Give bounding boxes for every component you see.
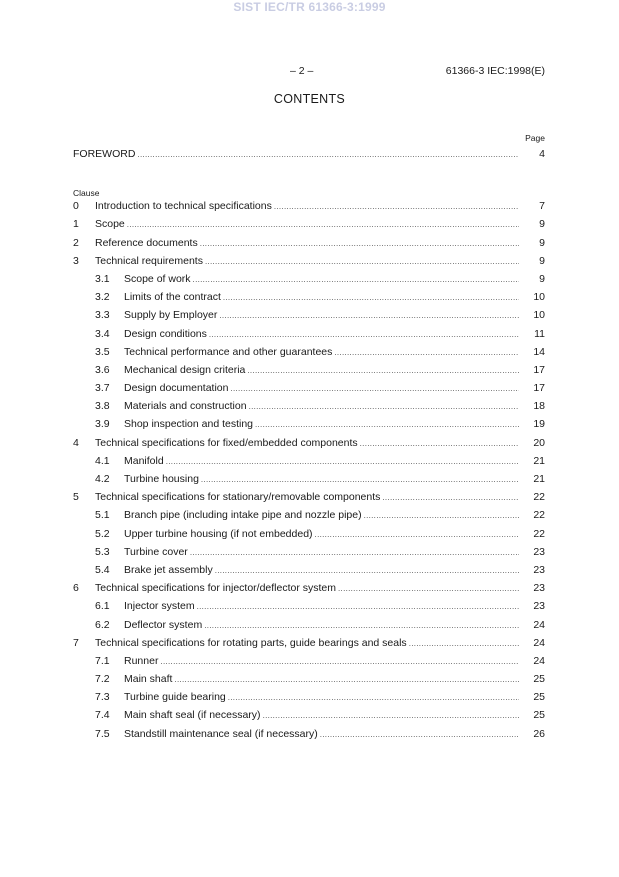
toc-entry-number: 4: [73, 436, 79, 449]
toc-entry-number: 5.4: [95, 563, 110, 576]
dot-leader: [215, 566, 519, 575]
toc-entry-title: Technical performance and other guarantees: [124, 345, 333, 358]
toc-entry-title: Runner: [124, 654, 159, 667]
dot-leader: [315, 530, 519, 539]
toc-entry-page: 21: [533, 454, 545, 467]
dot-leader: [320, 730, 519, 739]
toc-entry-page: 22: [533, 491, 545, 504]
toc-entry[interactable]: [73, 218, 545, 236]
toc-entry-number: 3.6: [95, 363, 110, 376]
toc-entry-page: 25: [533, 691, 545, 704]
toc-entry-number: 4.1: [95, 454, 110, 467]
toc-entry-title: Technical specifications for injector/deflector system: [95, 582, 337, 595]
page-title: CONTENTS: [273, 92, 346, 106]
toc-entry[interactable]: [73, 200, 545, 218]
toc-entry[interactable]: [73, 473, 545, 491]
toc-entry-page: 10: [533, 291, 545, 304]
toc-entry-page: 20: [533, 436, 545, 449]
dot-leader: [338, 584, 519, 593]
dot-leader: [205, 257, 519, 266]
toc-entry-number: 3.9: [95, 418, 110, 431]
toc-entry[interactable]: [73, 255, 545, 273]
toc-entry-title: Branch pipe (including intake pipe and nozzle pipe): [124, 509, 362, 522]
toc-entry[interactable]: [73, 346, 545, 364]
toc-entry-number: 7: [73, 636, 79, 649]
toc-entry-title: Manifold: [124, 454, 164, 467]
dot-leader: [382, 493, 519, 502]
clause-column-label: Clause: [73, 188, 100, 199]
dot-leader: [201, 475, 519, 484]
page-number: – 2 –: [290, 65, 314, 77]
toc-entry-page: 4: [539, 148, 545, 160]
toc-entry-page: 23: [533, 545, 545, 558]
toc-entry-number: 7.5: [95, 727, 110, 740]
toc-entry-page: 17: [533, 382, 545, 395]
toc-entry-number: 6.1: [95, 600, 110, 613]
toc-entry-title: Scope: [95, 218, 125, 231]
toc-entry-page: 25: [533, 709, 545, 722]
toc-entry-title: Mechanical design criteria: [124, 363, 246, 376]
toc-entry-title: Design conditions: [124, 327, 207, 340]
toc-entry-page: 7: [539, 200, 545, 213]
toc-entry-page: 23: [533, 563, 545, 576]
toc-entry[interactable]: [73, 328, 545, 346]
toc-entry-title: Turbine cover: [124, 545, 188, 558]
toc-entry-title: Technical specifications for fixed/embedded components: [95, 436, 358, 449]
dot-leader: [409, 639, 519, 648]
toc-entry-title: Standstill maintenance seal (if necessary): [124, 727, 318, 740]
toc-entry-number: 1: [73, 218, 79, 231]
toc-entry-number: 3: [73, 254, 79, 267]
dot-leader: [249, 402, 519, 411]
toc-entry[interactable]: [73, 619, 545, 637]
watermark: SIST IEC/TR 61366-3:1999: [233, 0, 386, 14]
toc-entry-number: 0: [73, 200, 79, 213]
dot-leader: [274, 202, 519, 211]
toc-entry-page: 26: [533, 727, 545, 740]
toc-entry-title: Technical requirements: [95, 254, 203, 267]
toc-entry-number: 3.3: [95, 309, 110, 322]
toc-entry[interactable]: [73, 291, 545, 309]
dot-leader: [190, 548, 519, 557]
toc-entry-page: 9: [539, 218, 545, 231]
toc-entry-number: 2: [73, 236, 79, 249]
toc-entry-number: 3.5: [95, 345, 110, 358]
dot-leader: [247, 366, 519, 375]
toc-entry-page: 10: [533, 309, 545, 322]
dot-leader: [166, 457, 519, 466]
dot-leader: [209, 330, 519, 339]
toc-entry[interactable]: [73, 691, 545, 709]
dot-leader: [223, 293, 519, 302]
toc-entry-title: Brake jet assembly: [124, 563, 213, 576]
toc-entry-foreword[interactable]: [73, 148, 545, 166]
toc-entry[interactable]: [73, 382, 545, 400]
toc-entry-title: Reference documents: [95, 236, 198, 249]
toc-entry-title: FOREWORD: [73, 148, 136, 160]
toc-entry-number: 3.4: [95, 327, 110, 340]
spacer: [73, 166, 545, 182]
toc-entry-page: 21: [533, 473, 545, 485]
toc-entry[interactable]: [73, 564, 545, 582]
toc-entry-page: 9: [539, 236, 545, 249]
toc-entry-page: 24: [533, 654, 545, 667]
toc-entry-title: Upper turbine housing (if not embedded): [124, 527, 313, 540]
toc-entry[interactable]: [73, 400, 545, 418]
dot-leader: [137, 150, 519, 159]
dot-leader: [364, 511, 519, 520]
toc-entry-number: 3.7: [95, 382, 110, 395]
toc-entry-title: Limits of the contract: [124, 291, 221, 304]
toc-entry-title: Shop inspection and testing: [124, 418, 254, 431]
dot-leader: [200, 239, 519, 248]
dot-leader: [197, 602, 519, 611]
toc-entry[interactable]: [73, 600, 545, 618]
toc-entry-number: 5.2: [95, 527, 110, 540]
toc-entry[interactable]: [73, 673, 545, 691]
toc-entry-number: 5.1: [95, 509, 110, 522]
toc-entry-number: 7.3: [95, 691, 110, 704]
toc-entry-page: 22: [533, 509, 545, 522]
toc-entry-title: Turbine housing: [124, 473, 199, 485]
document-reference: 61366-3 IEC:1998(E): [445, 65, 545, 77]
toc-entry[interactable]: [73, 364, 545, 382]
dot-leader: [228, 693, 519, 702]
toc-entry-page: 24: [533, 618, 545, 631]
toc-entry-title: Technical specifications for rotating parts, guide bearings and seals: [95, 636, 407, 649]
toc-entry-page: 23: [533, 600, 545, 613]
toc-entry-number: 7.1: [95, 654, 110, 667]
toc-entry-title: Turbine guide bearing: [124, 691, 226, 704]
toc-entry[interactable]: [73, 637, 545, 655]
dot-leader: [334, 348, 519, 357]
toc-entry-title: Deflector system: [124, 618, 203, 631]
toc-entry-page: 9: [539, 272, 545, 285]
dot-leader: [127, 220, 519, 229]
toc-entry[interactable]: [73, 728, 545, 746]
dot-leader: [255, 420, 519, 429]
toc-entry[interactable]: [73, 655, 545, 673]
toc-entries: [73, 200, 545, 746]
dot-leader: [174, 675, 519, 684]
toc-entry-page: 17: [533, 363, 545, 376]
toc-entry-title: Technical specifications for stationary/removable components: [95, 491, 381, 504]
toc-entry-number: 5: [73, 491, 79, 504]
dot-leader: [193, 275, 519, 284]
toc-entry-page: 24: [533, 636, 545, 649]
dot-leader: [263, 711, 519, 720]
toc-entry[interactable]: [73, 455, 545, 473]
toc-entry-title: Scope of work: [124, 272, 191, 285]
toc-entry[interactable]: [73, 582, 545, 600]
toc-entry-number: 7.4: [95, 709, 110, 722]
toc-entry[interactable]: [73, 709, 545, 727]
toc-entry-title: Main shaft: [124, 673, 173, 686]
page-column-label: Page: [525, 133, 545, 143]
toc-entry-page: 25: [533, 673, 545, 686]
toc-entry-title: Injector system: [124, 600, 195, 613]
toc-entry-number: 3.2: [95, 291, 110, 304]
toc-entry-number: 3.8: [95, 400, 110, 413]
toc-entry-number: 6.2: [95, 618, 110, 631]
toc-entry[interactable]: [73, 237, 545, 255]
toc-entry-page: 22: [533, 527, 545, 540]
toc-entry-page: 18: [533, 400, 545, 413]
toc-entry-number: 4.2: [95, 473, 110, 485]
toc-entry[interactable]: [73, 418, 545, 436]
toc-entry[interactable]: [73, 509, 545, 527]
toc-entry[interactable]: [73, 528, 545, 546]
toc-entry[interactable]: [73, 437, 545, 455]
toc-entry-page: 23: [533, 582, 545, 595]
toc-entry-title: Supply by Employer: [124, 309, 218, 322]
toc-entry-number: 7.2: [95, 673, 110, 686]
dot-leader: [160, 657, 519, 666]
toc-entry-title: Introduction to technical specifications: [95, 200, 272, 213]
toc-entry-page: 19: [533, 418, 545, 431]
toc-entry[interactable]: [73, 309, 545, 327]
toc-entry-number: 5.3: [95, 545, 110, 558]
toc-entry[interactable]: [73, 491, 545, 509]
toc-entry-number: 3.1: [95, 272, 110, 285]
toc-entry-number: 6: [73, 582, 79, 595]
toc-entry[interactable]: [73, 546, 545, 564]
toc-entry-page: 14: [533, 345, 545, 358]
toc-entry-page: 11: [534, 327, 545, 340]
table-of-contents: [73, 148, 545, 746]
dot-leader: [360, 439, 519, 448]
dot-leader: [230, 384, 519, 393]
dot-leader: [219, 311, 519, 320]
toc-entry-title: Materials and construction: [124, 400, 247, 413]
toc-entry-title: Main shaft seal (if necessary): [124, 709, 261, 722]
toc-entry[interactable]: [73, 273, 545, 291]
toc-entry-page: 9: [539, 254, 545, 267]
dot-leader: [204, 621, 519, 630]
toc-entry-title: Design documentation: [124, 382, 229, 395]
